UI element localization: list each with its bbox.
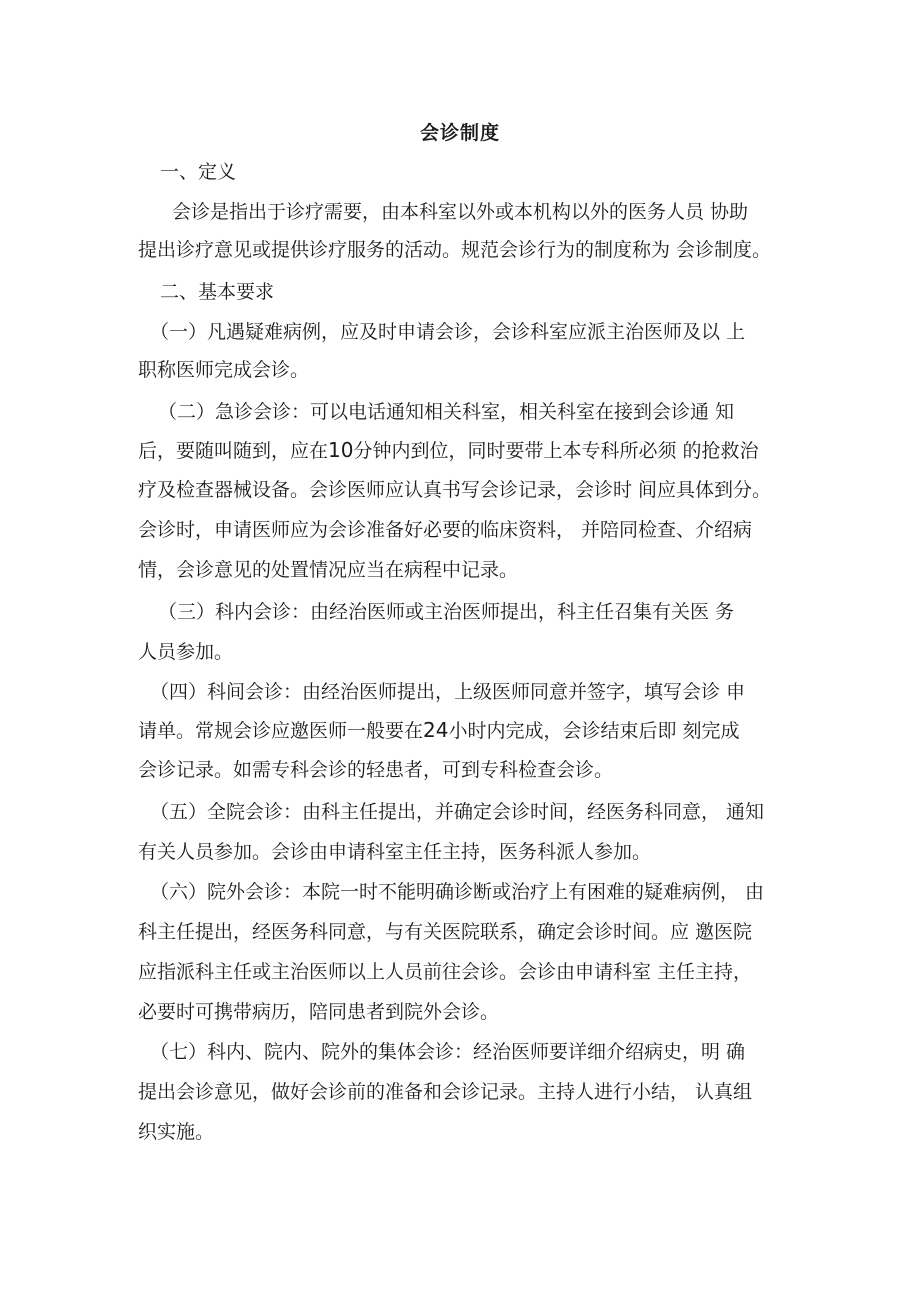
- document-title: 会诊制度: [419, 122, 500, 144]
- paragraph-line-with-number: [138, 716, 740, 745]
- number-value: 10: [328, 438, 354, 462]
- paragraph-line: （七）科内、院内、院外的集体会诊：经治医师要详细介绍病史，明 确: [150, 1041, 746, 1063]
- paragraph-line: 科主任提出，经医务科同意，与有关医院联系，确定会诊时间。应 邀医院: [138, 921, 753, 943]
- text-segment: 小时内完成，会诊结束后即 刻完成: [448, 720, 740, 742]
- paragraph-line: 会诊记录。如需专科会诊的轻患者，可到专科检查会诊。: [138, 759, 614, 781]
- text-segment: 后，要随叫随到，应在: [138, 440, 329, 462]
- paragraph-line: 应指派科主任或主治医师以上人员前往会诊。会诊由申请科室 主任主持，: [138, 961, 753, 983]
- paragraph-line: （五）全院会诊：由科主任提出，并确定会诊时间，经医务科同意， 通知: [150, 801, 765, 823]
- paragraph-line: （四）科间会诊：由经治医师提出，上级医师同意并签字，填写会诊 申: [150, 681, 746, 703]
- paragraph-line: 会诊时，申请医师应为会诊准备好必要的临床资料， 并陪同检查、介绍病: [138, 519, 753, 541]
- paragraph-line: 提出诊疗意见或提供诊疗服务的活动。规范会诊行为的制度称为 会诊制度。: [138, 239, 772, 261]
- paragraph-line: 有关人员参加。会诊由申请科室主任主持，医务科派人参加。: [138, 841, 652, 863]
- paragraph-line: （三）科内会诊：由经治医师或主治医师提出，科主任召集有关医 务: [158, 601, 735, 623]
- paragraph-line: （二）急诊会诊：可以电话通知相关科室，相关科室在接到会诊通 知: [158, 401, 735, 423]
- text-segment: 请单。常规会诊应邀医师一般要在: [138, 720, 424, 742]
- paragraph-line: 职称医师完成会诊。: [138, 359, 310, 381]
- paragraph-line: 提出会诊意见，做好会诊前的准备和会诊记录。主持人进行小结， 认真组: [138, 1081, 753, 1103]
- paragraph-line: （一）凡遇疑难病例，应及时申请会诊，会诊科室应派主治医师及以 上: [150, 321, 746, 343]
- paragraph-line: （六）院外会诊：本院一时不能明确诊断或治疗上有困难的疑难病例， 由: [150, 881, 765, 903]
- paragraph-line-with-number: [138, 436, 759, 465]
- paragraph-line: 会诊是指出于诊疗需要，由本科室以外或本机构以外的医务人员 协助: [172, 201, 749, 223]
- paragraph-line: 疗及检查器械设备。会诊医师应认真书写会诊记录，会诊时 间应具体到分。: [138, 479, 772, 501]
- paragraph-line: 人员参加。: [138, 641, 234, 663]
- section-heading-definition: 一、定义: [160, 161, 237, 183]
- number-value: 24: [423, 718, 449, 742]
- paragraph-line: 情，会诊意见的处置情况应当在病程中记录。: [138, 559, 519, 581]
- section-heading-requirements: 二、基本要求: [160, 281, 275, 303]
- text-segment: 分钟内到位，同时要带上本专科所必须 的抢救治: [353, 440, 759, 462]
- paragraph-line: 必要时可携带病历，陪同患者到院外会诊。: [138, 1001, 500, 1023]
- paragraph-line: 织实施。: [138, 1121, 215, 1143]
